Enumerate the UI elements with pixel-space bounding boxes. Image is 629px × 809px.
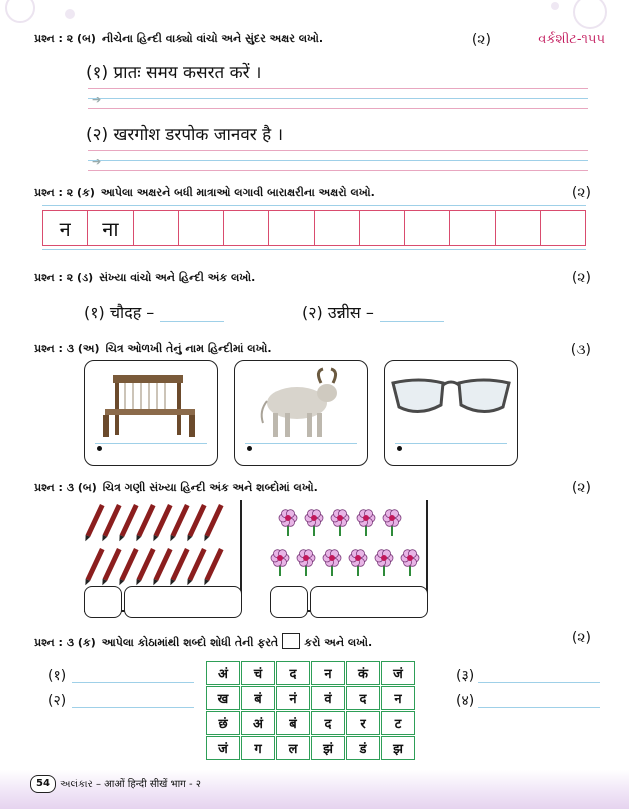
question-3k-marks: (૨)	[571, 630, 591, 646]
pencil-icon	[185, 548, 206, 586]
letter-cell[interactable]: डं	[346, 736, 380, 760]
pencil-icon	[202, 504, 223, 542]
letter-cell[interactable]: द	[276, 661, 310, 685]
digit-answer-box-2[interactable]	[270, 586, 308, 618]
letter-cell[interactable]: ट	[381, 711, 415, 735]
letter-cell[interactable]: जं	[381, 661, 415, 685]
flower-icon	[279, 510, 297, 536]
word-answer-line-3[interactable]	[478, 682, 600, 683]
pencil-icon	[168, 548, 189, 586]
flower-icon	[401, 550, 419, 576]
grid-guide-bottom	[42, 249, 586, 250]
barakhadi-grid	[42, 210, 586, 246]
flower-icon	[305, 510, 323, 536]
flower-icon	[270, 500, 420, 590]
letter-cell[interactable]: कं	[346, 661, 380, 685]
flower-icon	[271, 550, 289, 576]
word-label-3: (३)	[456, 668, 475, 684]
number-item-2	[302, 301, 444, 323]
pencil-icon	[202, 548, 223, 586]
answer-blank[interactable]	[380, 321, 444, 322]
letter-cell[interactable]: अं	[206, 661, 240, 685]
number-word-2: (२) उन्नीस –	[302, 303, 374, 322]
letter-cell[interactable]: छं	[206, 711, 240, 735]
letter-cell[interactable]: ख	[206, 686, 240, 710]
pencil-icon	[117, 504, 138, 542]
word-answer-box-1[interactable]	[124, 586, 242, 618]
barakhadi-cell[interactable]	[541, 211, 586, 245]
writing-lines-1	[88, 88, 588, 118]
footer-title: અલંકાર – आओं हिन्दी सीखें भाग - २	[60, 779, 201, 790]
sentence-2: (२) खरगोश डरपोक जानवर है ।	[86, 125, 284, 145]
word-answer-box-2[interactable]	[310, 586, 428, 618]
letter-cell[interactable]: द	[346, 686, 380, 710]
picture-card-ox	[234, 360, 368, 466]
picture-card-loom	[84, 360, 218, 466]
arrow-icon: ➔	[92, 155, 102, 168]
letter-cell[interactable]: नं	[276, 686, 310, 710]
arrow-icon: ➔	[92, 93, 102, 106]
pencil-icon	[100, 504, 121, 542]
number-word-1: (१) चौदह –	[84, 303, 155, 322]
barakhadi-cell[interactable]	[360, 211, 405, 245]
number-item-1	[84, 301, 224, 323]
question-3a-marks: (૩)	[570, 342, 591, 358]
letter-cell[interactable]: जं	[206, 736, 240, 760]
spectacles-icon	[385, 361, 517, 441]
question-3k-heading: પ્રશ્ન : ૩ (ક) આપેલા કોઠામાંથી શબ્દો શોધી તેની ફરતે કરો અને લખો.	[34, 633, 372, 650]
word-answer-line-1[interactable]	[72, 682, 194, 683]
box-icon	[282, 633, 300, 649]
letter-cell[interactable]: बं	[241, 686, 275, 710]
pencil-icon	[134, 504, 155, 542]
pencil-icon	[151, 548, 172, 586]
letter-cell[interactable]: अं	[241, 711, 275, 735]
pencil-icon	[84, 504, 105, 542]
barakhadi-cell[interactable]	[224, 211, 269, 245]
flower-icon	[375, 550, 393, 576]
letter-cell[interactable]: झ	[381, 736, 415, 760]
letter-cell[interactable]: बं	[276, 711, 310, 735]
word-answer-line-2[interactable]	[72, 707, 194, 708]
answer-line[interactable]	[245, 443, 357, 444]
word-label-4: (४)	[456, 693, 475, 709]
pencil-icon	[100, 548, 121, 586]
barakhadi-cell[interactable]	[179, 211, 224, 245]
barakhadi-cell[interactable]	[450, 211, 495, 245]
letter-cell[interactable]: ग	[241, 736, 275, 760]
bullet-dot	[397, 446, 402, 451]
flower-icon	[331, 510, 349, 536]
barakhadi-cell[interactable]: ना	[88, 211, 133, 245]
picture-card-spectacles	[384, 360, 518, 466]
letter-cell[interactable]: द	[311, 711, 345, 735]
letter-cell[interactable]: वं	[311, 686, 345, 710]
pencil-icon	[151, 504, 172, 542]
answer-line[interactable]	[95, 443, 207, 444]
pencil-icon	[117, 548, 138, 586]
question-3b-heading: પ્રશ્ન : ૩ (બ) ચિત્ર ગણી સંખ્યા હિન્દી અંક અને શબ્દોમાં લખો.	[34, 481, 318, 494]
writing-lines-2	[88, 150, 588, 180]
letter-cell[interactable]: र	[346, 711, 380, 735]
barakhadi-cell[interactable]	[269, 211, 314, 245]
digit-answer-box-1[interactable]	[84, 586, 122, 618]
pencil-icon	[84, 500, 234, 590]
word-answer-line-4[interactable]	[478, 707, 600, 708]
pencil-icon	[185, 504, 206, 542]
letter-cell[interactable]: ल	[276, 736, 310, 760]
letter-grid	[206, 661, 415, 760]
pencil-icon	[84, 548, 105, 586]
ox-icon	[235, 361, 367, 441]
pencil-icon	[134, 548, 155, 586]
question-2b-heading: પ્રશ્ન : ૨ (બ) નીચેના હિન્દી વાક્યો વાંચો અને સુંદર અક્ષર લખો.	[34, 32, 324, 45]
question-2k-heading: પ્રશ્ન : ૨ (ક) આપેલા અક્ષરને બધી માત્રાઓ લગાવી બારાક્ષરીના અક્ષરો લખો.	[34, 186, 375, 199]
flower-icon	[357, 510, 375, 536]
sentence-1: (१) प्रातः समय कसरत करें ।	[86, 63, 262, 83]
word-label-2: (२)	[48, 693, 67, 709]
answer-line[interactable]	[395, 443, 507, 444]
question-2d-heading: પ્રશ્ન : ૨ (ડ) સંખ્યા વાંચો અને હિન્દી અંક લખો.	[34, 271, 256, 284]
grid-guide-top	[42, 205, 586, 206]
question-3b-marks: (૨)	[571, 480, 591, 496]
question-3a-heading: પ્રશ્ન : ૩ (અ) ચિત્ર ઓળખી તેનું નામ હિન્દીમાં લખો.	[34, 342, 272, 355]
barakhadi-cell[interactable]	[496, 211, 541, 245]
flower-icon	[383, 510, 401, 536]
barakhadi-cell[interactable]	[405, 211, 450, 245]
page-number: 54	[30, 775, 56, 793]
answer-blank[interactable]	[160, 321, 224, 322]
bullet-dot	[247, 446, 252, 451]
flower-icon	[349, 550, 367, 576]
loom-icon	[85, 361, 217, 441]
letter-cell[interactable]: चं	[241, 661, 275, 685]
bullet-dot	[97, 446, 102, 451]
question-2b-marks: (૨)	[471, 32, 491, 48]
question-2k-marks: (૨)	[571, 185, 591, 201]
barakhadi-cell[interactable]: न	[42, 211, 88, 245]
flower-icon	[323, 550, 341, 576]
letter-cell[interactable]: न	[381, 686, 415, 710]
letter-cell[interactable]: झं	[311, 736, 345, 760]
pencil-icon	[168, 504, 189, 542]
flower-icon	[297, 550, 315, 576]
worksheet-label: વર્કશીટ-૧૫૫	[538, 32, 605, 47]
question-2d-marks: (૨)	[571, 270, 591, 286]
barakhadi-cell[interactable]	[134, 211, 179, 245]
barakhadi-cell[interactable]	[315, 211, 360, 245]
word-label-1: (१)	[48, 668, 67, 684]
letter-cell[interactable]: न	[311, 661, 345, 685]
